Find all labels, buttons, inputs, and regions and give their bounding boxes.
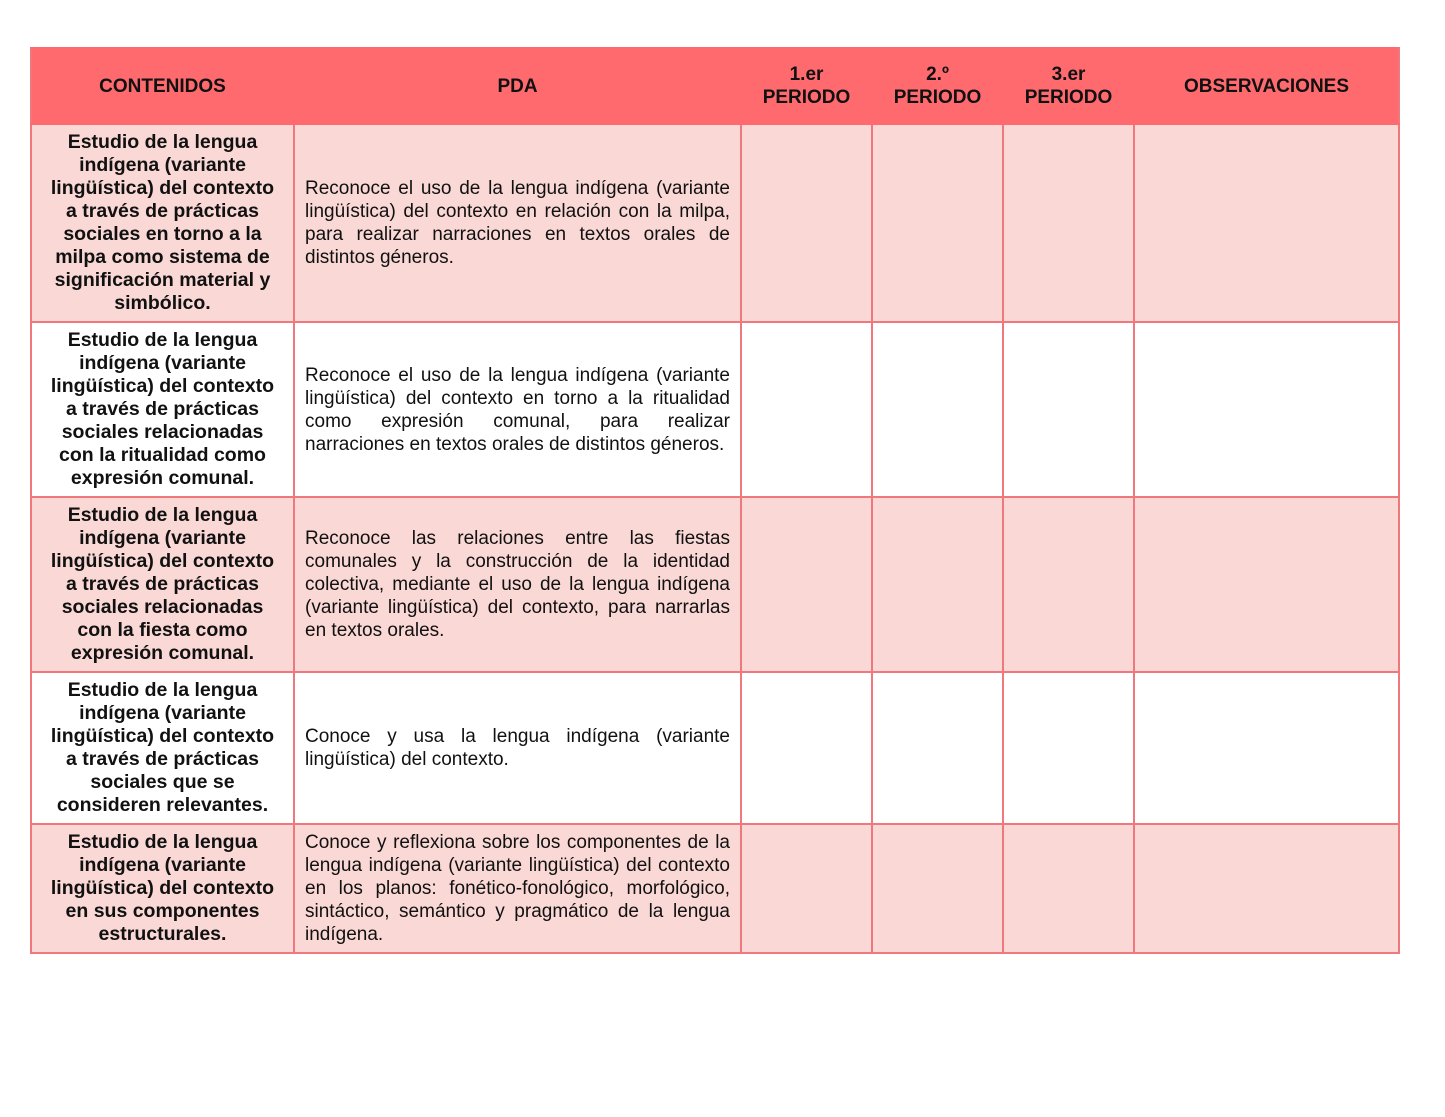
pda-cell: Reconoce el uso de la lengua indígena (variante lingüística) del contexto en relación con la milpa, para realizar narraciones en textos orales de distintos géneros.	[294, 124, 741, 322]
observaciones-cell[interactable]	[1134, 672, 1399, 824]
observaciones-cell[interactable]	[1134, 124, 1399, 322]
pda-cell: Conoce y usa la lengua indígena (variante lingüística) del contexto.	[294, 672, 741, 824]
contenido-cell: Estudio de la lengua indígena (variante lingüística) del contexto a través de prácticas sociales relacionadas con la ritualidad como expresión comunal.	[31, 322, 294, 497]
header-periodo-1-label: PERIODO	[762, 87, 851, 108]
observaciones-cell[interactable]	[1134, 824, 1399, 953]
periodo-2-cell[interactable]	[872, 824, 1003, 953]
pda-cell: Conoce y reflexiona sobre los componentes de la lengua indígena (variante lingüística) del contexto en los planos: fonético-fonológico, morfológico, sintáctico, semántico y pragmático de la lengua indígena.	[294, 824, 741, 953]
table-row	[31, 497, 1399, 672]
periodo-1-cell[interactable]	[741, 497, 872, 672]
periodo-2-cell[interactable]	[872, 322, 1003, 497]
contenido-cell: Estudio de la lengua indígena (variante lingüística) del contexto a través de prácticas sociales relacionadas con la fiesta como expresión comunal.	[31, 497, 294, 672]
header-periodo-3	[1003, 48, 1134, 124]
evaluation-table	[30, 47, 1400, 954]
pda-cell: Reconoce las relaciones entre las fiestas comunales y la construcción de la identidad colectiva, mediante el uso de la lengua indígena (variante lingüística) del contexto, para narrarlas en textos orales.	[294, 497, 741, 672]
table-header-row	[31, 48, 1399, 124]
table-row	[31, 124, 1399, 322]
evaluation-table-container	[30, 47, 1398, 954]
header-pda: PDA	[294, 48, 741, 124]
periodo-3-cell[interactable]	[1003, 497, 1134, 672]
observaciones-cell[interactable]	[1134, 497, 1399, 672]
periodo-2-cell[interactable]	[872, 124, 1003, 322]
periodo-3-cell[interactable]	[1003, 824, 1134, 953]
periodo-1-cell[interactable]	[741, 672, 872, 824]
header-periodo-3-ordinal: 3.er	[1051, 64, 1086, 85]
header-periodo-3-label: PERIODO	[1024, 87, 1113, 108]
header-periodo-1	[741, 48, 872, 124]
pda-cell: Reconoce el uso de la lengua indígena (variante lingüística) del contexto en torno a la ritualidad como expresión comunal, para realizar narraciones en textos orales de distintos géneros.	[294, 322, 741, 497]
table-row	[31, 824, 1399, 953]
periodo-3-cell[interactable]	[1003, 322, 1134, 497]
table-row	[31, 672, 1399, 824]
periodo-1-cell[interactable]	[741, 124, 872, 322]
header-periodo-2-ordinal: 2.º	[926, 64, 949, 85]
periodo-2-cell[interactable]	[872, 497, 1003, 672]
periodo-1-cell[interactable]	[741, 824, 872, 953]
periodo-3-cell[interactable]	[1003, 672, 1134, 824]
header-contenidos: CONTENIDOS	[31, 48, 294, 124]
contenido-cell: Estudio de la lengua indígena (variante lingüística) del contexto a través de prácticas sociales en torno a la milpa como sistema de significación material y simbólico.	[31, 124, 294, 322]
periodo-2-cell[interactable]	[872, 672, 1003, 824]
observaciones-cell[interactable]	[1134, 322, 1399, 497]
contenido-cell: Estudio de la lengua indígena (variante lingüística) del contexto en sus componentes estructurales.	[31, 824, 294, 953]
table-row	[31, 322, 1399, 497]
periodo-3-cell[interactable]	[1003, 124, 1134, 322]
periodo-1-cell[interactable]	[741, 322, 872, 497]
header-periodo-2	[872, 48, 1003, 124]
contenido-cell: Estudio de la lengua indígena (variante lingüística) del contexto a través de prácticas sociales que se consideren relevantes.	[31, 672, 294, 824]
header-periodo-2-label: PERIODO	[893, 87, 982, 108]
header-periodo-1-ordinal: 1.er	[789, 64, 824, 85]
header-observaciones: OBSERVACIONES	[1134, 48, 1399, 124]
